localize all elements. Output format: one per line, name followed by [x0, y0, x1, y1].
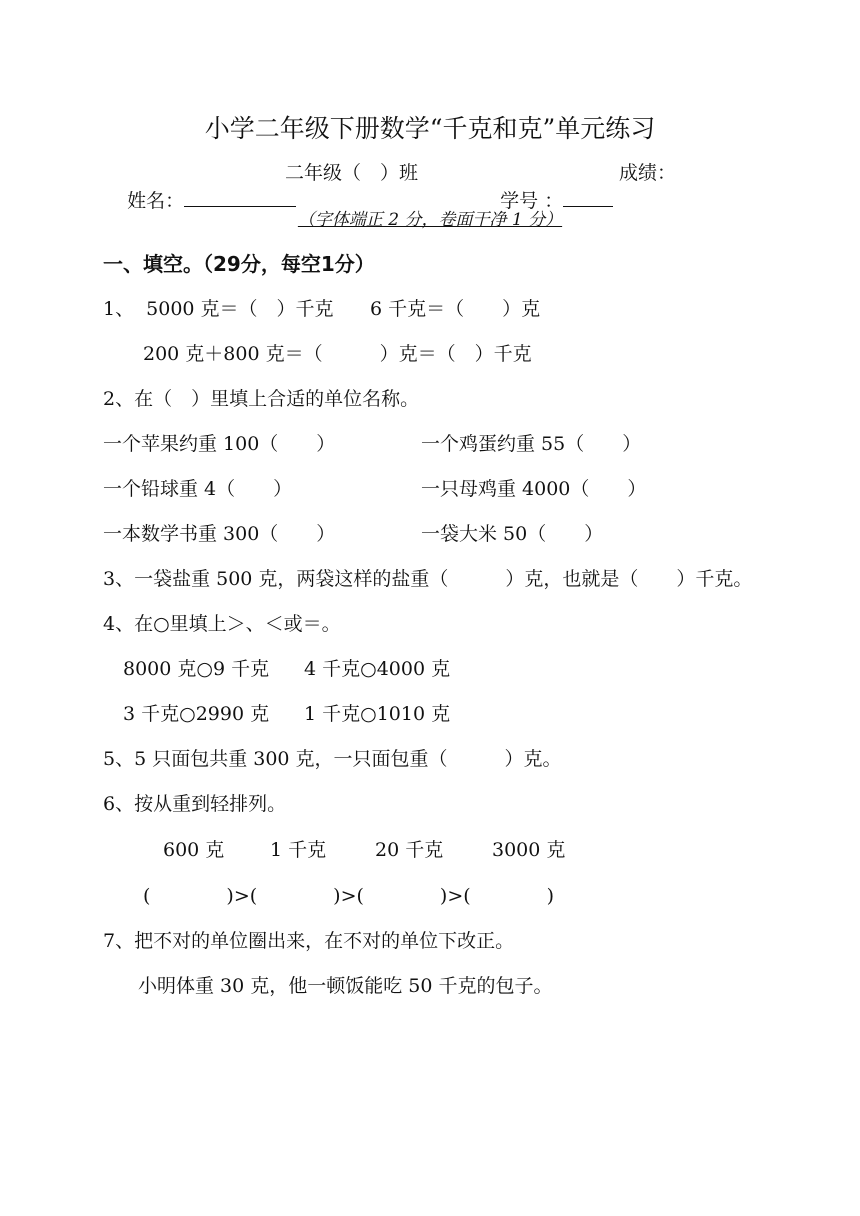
neatness-note: （字体端正 2 分，卷面干净 1 分） [297, 210, 563, 230]
q3-text: 3、一袋盐重 500 克，两袋这样的盐重（ ）克，也就是（ ）千克。 [103, 568, 753, 590]
page-title: 小学二年级下册数学“千克和克”单元练习 [204, 114, 656, 143]
class-label: 二年级（ ）班 [285, 162, 419, 184]
q7-prompt: 7、把不对的单位圈出来，在不对的单位下改正。 [103, 930, 515, 952]
q2-item: 一只母鸡重 4000（ ） [421, 478, 647, 500]
q4-item: 8000 克○9 千克 [123, 658, 270, 680]
q1-line2: 200 克＋800 克＝（ ）克＝（ ）千克 [143, 343, 532, 365]
q4-item: 4 千克○4000 克 [304, 658, 451, 680]
q4-item: 3 千克○2990 克 [123, 703, 270, 725]
q4-item: 1 千克○1010 克 [304, 703, 451, 725]
q2-item: 一个铅球重 4（ ） [103, 478, 293, 500]
q6-weight: 600 克 [163, 839, 225, 861]
q2-item: 一本数学书重 300（ ） [103, 523, 336, 545]
name-blank[interactable] [184, 186, 296, 207]
score-label: 成绩： [619, 162, 677, 184]
q2-item: 一个鸡蛋约重 55（ ） [421, 433, 642, 455]
q1-line1b: 6 千克＝（ ）克 [370, 298, 541, 320]
q6-prompt: 6、按从重到轻排列。 [103, 793, 287, 815]
q2-item: 一个苹果约重 100（ ） [103, 433, 336, 455]
q6-weight: 1 千克 [270, 839, 327, 861]
q2-prompt: 2、在（ ）里填上合适的单位名称。 [103, 388, 420, 410]
q6-weight: 20 千克 [375, 839, 444, 861]
q6-weight: 3000 克 [492, 839, 566, 861]
q2-item: 一袋大米 50（ ） [421, 523, 604, 545]
q1-line1a: 1、 5000 克＝（ ）千克 [103, 298, 334, 320]
section-heading: 一、填空。（29分，每空1分） [103, 252, 375, 276]
q7-sentence: 小明体重 30 克，他一顿饭能吃 50 千克的包子。 [138, 975, 553, 997]
q4-prompt: 4、在○里填上＞、＜或＝。 [103, 613, 341, 635]
name-label: 姓名： [127, 190, 185, 212]
student-number-label: 学号 ： [500, 190, 564, 212]
q5-text: 5、5 只面包共重 300 克，一只面包重（ ）克。 [103, 748, 562, 770]
q6-order-line: ( )>( )>( )>( ) [143, 885, 555, 907]
student-number-blank[interactable] [563, 186, 613, 207]
